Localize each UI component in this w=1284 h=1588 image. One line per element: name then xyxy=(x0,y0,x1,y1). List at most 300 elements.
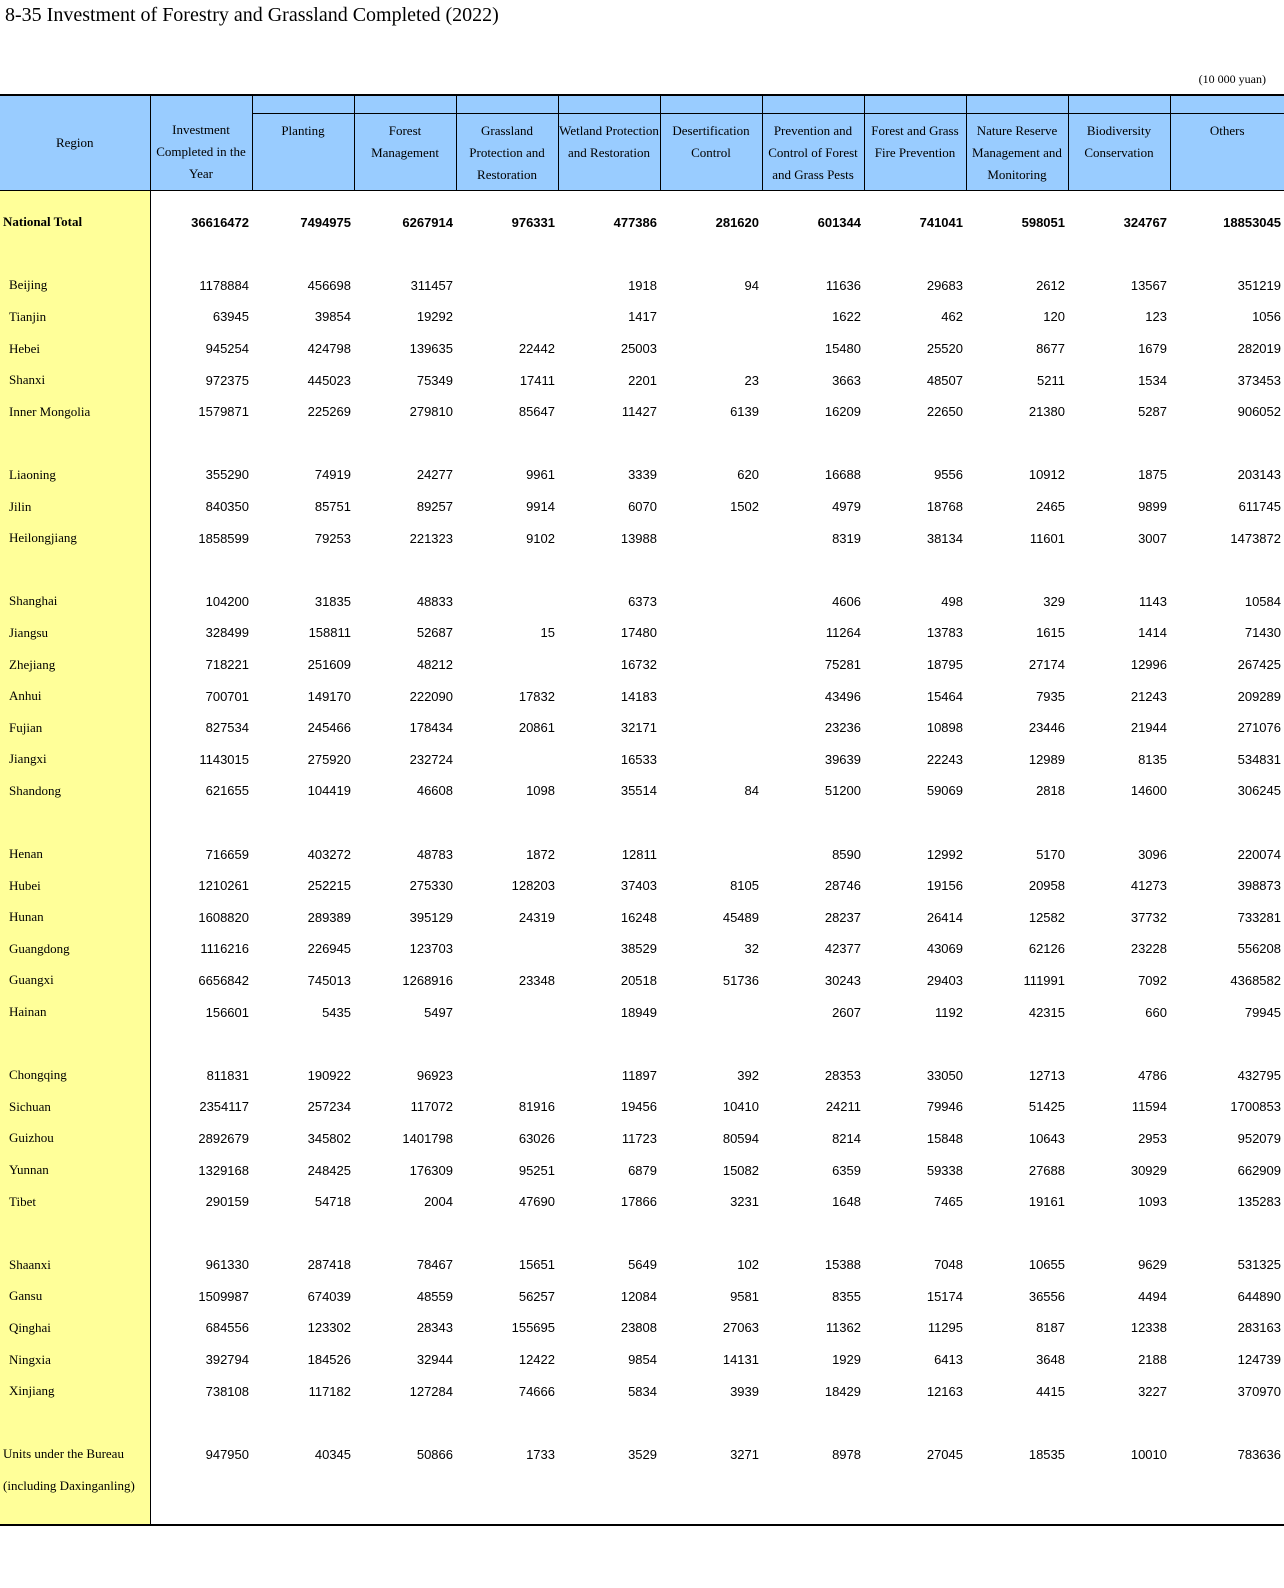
value-cell xyxy=(660,617,762,649)
value-cell: 36616472 xyxy=(191,214,249,230)
value-cell: 81916 xyxy=(518,1099,555,1115)
value-cell: 24319 xyxy=(518,909,555,925)
table-row xyxy=(0,1059,1284,1091)
value-cell: 1192 xyxy=(935,1004,963,1020)
value-cell xyxy=(456,301,558,333)
value-cell: 1733 xyxy=(526,1446,555,1462)
value-cell: 79253 xyxy=(314,530,351,546)
value-cell: 94 xyxy=(744,277,759,293)
value-cell: 6879 xyxy=(628,1162,657,1178)
region-cell: Units under the Bureau xyxy=(0,1439,150,1471)
value-cell: 28353 xyxy=(824,1067,861,1083)
value-cell: 2465 xyxy=(1036,499,1065,515)
value-cell: 41273 xyxy=(1130,878,1167,894)
value-cell xyxy=(660,712,762,744)
value-cell: 456698 xyxy=(307,277,351,293)
spacer-cell xyxy=(558,554,660,586)
value-cell: 28746 xyxy=(824,878,861,894)
value-cell: 271076 xyxy=(1237,720,1281,736)
region-cell: Anhui xyxy=(0,680,150,712)
value-cell: 1093 xyxy=(1138,1194,1167,1210)
value-cell: 1679 xyxy=(1138,341,1167,357)
value-cell: 1929 xyxy=(832,1352,861,1368)
value-cell: 432795 xyxy=(1237,1067,1281,1083)
spacer-row xyxy=(0,191,1284,207)
value-cell: 18429 xyxy=(824,1383,861,1399)
value-cell: 392794 xyxy=(205,1352,249,1368)
value-cell: 95251 xyxy=(518,1162,555,1178)
value-cell: 209289 xyxy=(1237,688,1281,704)
value-cell: 78467 xyxy=(416,1257,453,1273)
spacer-cell xyxy=(150,1407,252,1439)
spacer-cell xyxy=(966,1407,1068,1439)
spacer-cell xyxy=(762,807,864,839)
table-row xyxy=(0,1186,1284,1218)
value-cell: 79946 xyxy=(926,1099,963,1115)
table-row xyxy=(0,965,1284,997)
region-cell: Jiangxi xyxy=(0,744,150,776)
value-cell: 30243 xyxy=(824,972,861,988)
value-cell: 1098 xyxy=(526,783,555,799)
value-cell: 89257 xyxy=(416,499,453,515)
value-cell: 28343 xyxy=(416,1320,453,1336)
value-cell: 155695 xyxy=(511,1320,555,1336)
spacer-cell xyxy=(252,1470,354,1525)
table-row xyxy=(0,1470,1284,1525)
value-cell xyxy=(660,838,762,870)
value-cell xyxy=(456,586,558,618)
value-cell: 8105 xyxy=(730,878,759,894)
spacer-cell xyxy=(864,191,966,207)
spacer-cell xyxy=(864,1470,966,1525)
spacer-cell xyxy=(864,807,966,839)
region-cell: Ningxia xyxy=(0,1344,150,1376)
spacer-row xyxy=(0,1217,1284,1249)
value-cell: 19292 xyxy=(416,309,453,325)
value-cell: 5834 xyxy=(628,1383,657,1399)
value-cell: 26414 xyxy=(926,909,963,925)
value-cell: 6373 xyxy=(628,593,657,609)
value-cell: 733281 xyxy=(1237,909,1281,925)
value-cell: 10643 xyxy=(1028,1130,1065,1146)
value-cell: 184526 xyxy=(307,1352,351,1368)
value-cell: 972375 xyxy=(205,372,249,388)
value-cell: 84 xyxy=(744,783,759,799)
value-cell: 252215 xyxy=(307,878,351,894)
spacer-row xyxy=(0,1407,1284,1439)
value-cell: 123302 xyxy=(307,1320,351,1336)
spacer-cell xyxy=(1068,191,1170,207)
spacer-cell xyxy=(354,1217,456,1249)
header-column xyxy=(252,95,354,191)
value-cell: 15174 xyxy=(926,1288,963,1304)
table-row xyxy=(0,996,1284,1028)
value-cell: 30929 xyxy=(1130,1162,1167,1178)
spacer-cell xyxy=(966,238,1068,270)
value-cell: 35514 xyxy=(620,783,657,799)
value-cell: 56257 xyxy=(518,1288,555,1304)
table-row xyxy=(0,1123,1284,1155)
value-cell: 120 xyxy=(1043,309,1065,325)
value-cell: 52687 xyxy=(416,625,453,641)
spacer-cell xyxy=(1068,428,1170,460)
value-cell xyxy=(660,996,762,1028)
value-cell: 18949 xyxy=(620,1004,657,1020)
table-row xyxy=(0,1249,1284,1281)
value-cell: 51736 xyxy=(722,972,759,988)
value-cell: 12084 xyxy=(620,1288,657,1304)
value-cell: 39639 xyxy=(824,751,861,767)
header-label: Region xyxy=(55,135,94,150)
value-cell: 23446 xyxy=(1028,720,1065,736)
value-cell: 102 xyxy=(737,1257,759,1273)
value-cell: 23 xyxy=(744,372,759,388)
table-row xyxy=(0,491,1284,523)
table-row xyxy=(0,870,1284,902)
value-cell: 2892679 xyxy=(198,1130,249,1146)
spacer-cell xyxy=(1068,554,1170,586)
value-cell: 1608820 xyxy=(198,909,249,925)
table-row xyxy=(0,933,1284,965)
value-cell: 462 xyxy=(941,309,963,325)
value-cell: 203143 xyxy=(1237,467,1281,483)
value-cell: 11897 xyxy=(621,1067,657,1083)
value-cell: 1414 xyxy=(1138,625,1167,641)
spacer-cell xyxy=(1170,554,1284,586)
value-cell: 498 xyxy=(941,593,963,609)
value-cell: 176309 xyxy=(409,1162,453,1178)
value-cell: 149170 xyxy=(307,688,351,704)
spacer-cell xyxy=(354,554,456,586)
spacer-cell xyxy=(456,807,558,839)
value-cell: 840350 xyxy=(205,499,249,515)
value-cell: 22650 xyxy=(926,404,963,420)
spacer-cell xyxy=(252,807,354,839)
table-row xyxy=(0,270,1284,302)
value-cell: 1210261 xyxy=(198,878,249,894)
value-cell: 42377 xyxy=(824,941,861,957)
value-cell: 620 xyxy=(737,467,759,483)
value-cell xyxy=(456,270,558,302)
value-cell: 245466 xyxy=(307,720,351,736)
value-cell: 7465 xyxy=(934,1194,963,1210)
value-cell: 1648 xyxy=(832,1194,861,1210)
spacer-cell xyxy=(660,428,762,460)
value-cell: 6656842 xyxy=(198,972,249,988)
value-cell: 50866 xyxy=(416,1446,453,1462)
spacer-cell xyxy=(762,238,864,270)
spacer-cell xyxy=(864,1217,966,1249)
header-label: Wetland Protection and Restoration xyxy=(559,123,659,160)
value-cell: 117072 xyxy=(410,1099,453,1115)
value-cell: 1268916 xyxy=(402,972,453,988)
value-cell: 123 xyxy=(1145,309,1167,325)
value-cell: 8978 xyxy=(832,1446,861,1462)
header-column xyxy=(456,95,558,191)
value-cell: 1417 xyxy=(628,309,657,325)
value-cell: 4786 xyxy=(1138,1067,1167,1083)
value-cell: 1622 xyxy=(832,309,861,325)
spacer-cell xyxy=(558,191,660,207)
value-cell: 2818 xyxy=(1036,783,1065,799)
table-row xyxy=(0,838,1284,870)
value-cell: 17480 xyxy=(620,625,657,641)
value-cell: 48559 xyxy=(416,1288,453,1304)
header-column xyxy=(354,95,456,191)
header-column xyxy=(150,95,252,191)
value-cell: 6070 xyxy=(628,499,657,515)
spacer-cell xyxy=(150,191,252,207)
value-cell: 531325 xyxy=(1237,1257,1281,1273)
value-cell: 47690 xyxy=(518,1194,555,1210)
value-cell: 11594 xyxy=(1131,1099,1167,1115)
spacer-cell xyxy=(558,807,660,839)
investment-table xyxy=(0,94,1284,1526)
unit-label: (10 000 yuan) xyxy=(1198,72,1266,86)
value-cell: 13783 xyxy=(926,625,963,641)
value-cell: 906052 xyxy=(1237,404,1281,420)
value-cell: 1534 xyxy=(1138,372,1167,388)
value-cell: 355290 xyxy=(205,467,249,483)
spacer-row xyxy=(0,554,1284,586)
value-cell: 33050 xyxy=(926,1067,963,1083)
value-cell: 12992 xyxy=(926,846,963,862)
region-cell: Sichuan xyxy=(0,1091,150,1123)
value-cell: 15388 xyxy=(824,1257,861,1273)
value-cell: 15848 xyxy=(926,1130,963,1146)
value-cell: 328499 xyxy=(205,625,249,641)
header-label: Prevention and Control of Forest and Grass Pests xyxy=(768,123,858,182)
spacer-cell xyxy=(966,1028,1068,1060)
value-cell: 27045 xyxy=(926,1446,963,1462)
value-cell: 283163 xyxy=(1237,1320,1281,1336)
value-cell: 660 xyxy=(1145,1004,1167,1020)
spacer-cell xyxy=(660,1470,762,1525)
value-cell: 16209 xyxy=(824,404,861,420)
value-cell: 10584 xyxy=(1244,593,1281,609)
spacer-cell xyxy=(864,428,966,460)
value-cell: 12338 xyxy=(1130,1320,1167,1336)
spacer-cell xyxy=(456,238,558,270)
value-cell: 12996 xyxy=(1130,657,1167,673)
value-cell: 27174 xyxy=(1028,657,1065,673)
value-cell: 1329168 xyxy=(198,1162,249,1178)
spacer-cell xyxy=(252,238,354,270)
value-cell: 42315 xyxy=(1028,1004,1065,1020)
spacer-cell xyxy=(354,428,456,460)
value-cell: 127284 xyxy=(409,1383,453,1399)
value-cell: 21243 xyxy=(1130,688,1167,704)
value-cell: 4494 xyxy=(1138,1288,1167,1304)
value-cell: 1579871 xyxy=(198,404,249,420)
value-cell: 9556 xyxy=(934,467,963,483)
value-cell: 445023 xyxy=(307,372,351,388)
value-cell: 16732 xyxy=(620,657,657,673)
value-cell: 1473872 xyxy=(1230,530,1281,546)
value-cell: 43069 xyxy=(926,941,963,957)
value-cell: 392 xyxy=(737,1067,759,1083)
spacer-cell xyxy=(762,1470,864,1525)
value-cell: 3096 xyxy=(1138,846,1167,862)
region-cell: Jilin xyxy=(0,491,150,523)
value-cell: 5497 xyxy=(424,1004,453,1020)
value-cell: 178434 xyxy=(409,720,453,736)
value-cell: 23808 xyxy=(620,1320,657,1336)
value-cell: 716659 xyxy=(205,846,249,862)
value-cell: 6139 xyxy=(730,404,759,420)
value-cell: 477386 xyxy=(613,214,657,230)
value-cell: 783636 xyxy=(1237,1446,1281,1462)
value-cell: 1143 xyxy=(1139,593,1167,609)
header-label: Grassland Protection and Restoration xyxy=(469,123,545,182)
table-row xyxy=(0,775,1284,807)
value-cell: 51200 xyxy=(824,783,861,799)
header-column xyxy=(864,95,966,191)
value-cell: 14131 xyxy=(722,1352,759,1368)
value-cell: 2188 xyxy=(1138,1352,1167,1368)
region-cell: Inner Mongolia xyxy=(0,396,150,428)
region-cell: Jiangsu xyxy=(0,617,150,649)
table-row xyxy=(0,901,1284,933)
header-label: Forest and Grass Fire Prevention xyxy=(871,123,959,160)
value-cell: 11295 xyxy=(927,1320,963,1336)
spacer-cell xyxy=(1170,1407,1284,1439)
value-cell: 21944 xyxy=(1130,720,1167,736)
value-cell: 257234 xyxy=(307,1099,351,1115)
value-cell: 12582 xyxy=(1028,909,1065,925)
table-row xyxy=(0,301,1284,333)
value-cell: 9102 xyxy=(526,530,555,546)
value-cell: 40345 xyxy=(314,1446,351,1462)
value-cell: 226945 xyxy=(307,941,351,957)
value-cell: 700701 xyxy=(205,688,249,704)
value-cell: 8214 xyxy=(832,1130,861,1146)
spacer-cell xyxy=(252,554,354,586)
value-cell xyxy=(456,744,558,776)
value-cell: 80594 xyxy=(722,1130,759,1146)
value-cell: 8319 xyxy=(832,530,861,546)
value-cell: 6359 xyxy=(832,1162,861,1178)
region-cell: Guizhou xyxy=(0,1123,150,1155)
value-cell xyxy=(456,996,558,1028)
value-cell: 598051 xyxy=(1021,214,1065,230)
spacer-cell xyxy=(1170,1028,1284,1060)
value-cell: 1509987 xyxy=(198,1288,249,1304)
table-row xyxy=(0,206,1284,238)
spacer-cell xyxy=(864,1028,966,1060)
table-row xyxy=(0,649,1284,681)
spacer-cell xyxy=(660,238,762,270)
spacer-cell xyxy=(1068,1407,1170,1439)
value-cell: 275920 xyxy=(307,751,351,767)
value-cell: 2201 xyxy=(628,372,657,388)
value-cell: 32 xyxy=(744,941,759,957)
value-cell: 611745 xyxy=(1238,499,1281,515)
table-row xyxy=(0,1312,1284,1344)
spacer-cell xyxy=(1068,1028,1170,1060)
value-cell: 15464 xyxy=(926,688,963,704)
spacer-cell xyxy=(966,1470,1068,1525)
value-cell: 79945 xyxy=(1244,1004,1281,1020)
spacer-cell xyxy=(456,428,558,460)
spacer-cell xyxy=(762,1407,864,1439)
value-cell: 13988 xyxy=(620,530,657,546)
table-row xyxy=(0,712,1284,744)
region-note-cell: (including Daxinganling) xyxy=(0,1470,150,1525)
value-cell: 32944 xyxy=(416,1352,453,1368)
value-cell xyxy=(456,1059,558,1091)
header-row xyxy=(0,95,1284,191)
spacer-cell xyxy=(150,554,252,586)
table-row xyxy=(0,1439,1284,1471)
value-cell: 10898 xyxy=(926,720,963,736)
region-cell: Beijing xyxy=(0,270,150,302)
value-cell: 11601 xyxy=(1029,530,1065,546)
value-cell: 45489 xyxy=(722,909,759,925)
spacer-cell xyxy=(558,428,660,460)
value-cell: 18535 xyxy=(1028,1446,1065,1462)
value-cell: 75349 xyxy=(416,372,453,388)
value-cell: 20518 xyxy=(620,972,657,988)
value-cell: 424798 xyxy=(307,341,351,357)
value-cell: 741041 xyxy=(919,214,963,230)
spacer-cell xyxy=(966,554,1068,586)
header-column xyxy=(762,95,864,191)
region-cell: Liaoning xyxy=(0,459,150,491)
value-cell: 124739 xyxy=(1237,1352,1281,1368)
value-cell: 39854 xyxy=(314,309,351,325)
value-cell: 8355 xyxy=(832,1288,861,1304)
value-cell: 952079 xyxy=(1237,1130,1281,1146)
spacer-cell xyxy=(660,1028,762,1060)
value-cell: 18768 xyxy=(926,499,963,515)
value-cell: 1178884 xyxy=(199,277,249,293)
spacer-row xyxy=(0,1028,1284,1060)
value-cell: 85751 xyxy=(314,499,351,515)
value-cell: 111991 xyxy=(1023,972,1065,988)
spacer-cell xyxy=(558,1470,660,1525)
value-cell xyxy=(456,649,558,681)
value-cell: 12989 xyxy=(1028,751,1065,767)
table-row xyxy=(0,617,1284,649)
value-cell: 221323 xyxy=(409,530,453,546)
spacer-cell xyxy=(1170,1217,1284,1249)
spacer-cell xyxy=(150,1028,252,1060)
value-cell: 117182 xyxy=(308,1383,351,1399)
spacer-cell xyxy=(354,1028,456,1060)
value-cell: 232724 xyxy=(409,751,453,767)
header-label: Biodiversity Conservation xyxy=(1084,123,1154,160)
spacer-cell xyxy=(660,1407,762,1439)
value-cell: 1502 xyxy=(730,499,759,515)
value-cell: 24211 xyxy=(825,1099,861,1115)
value-cell: 14183 xyxy=(620,688,657,704)
value-cell: 8187 xyxy=(1036,1320,1065,1336)
table-row xyxy=(0,459,1284,491)
value-cell: 48212 xyxy=(416,657,453,673)
region-cell: Hunan xyxy=(0,901,150,933)
value-cell: 3227 xyxy=(1138,1383,1167,1399)
region-cell: Gansu xyxy=(0,1281,150,1313)
spacer-cell xyxy=(660,191,762,207)
value-cell: 674039 xyxy=(307,1288,351,1304)
spacer-cell xyxy=(558,238,660,270)
value-cell: 27688 xyxy=(1028,1162,1065,1178)
spacer-cell xyxy=(0,1407,150,1439)
value-cell: 36556 xyxy=(1028,1288,1065,1304)
value-cell: 373453 xyxy=(1237,372,1281,388)
value-cell: 745013 xyxy=(307,972,351,988)
